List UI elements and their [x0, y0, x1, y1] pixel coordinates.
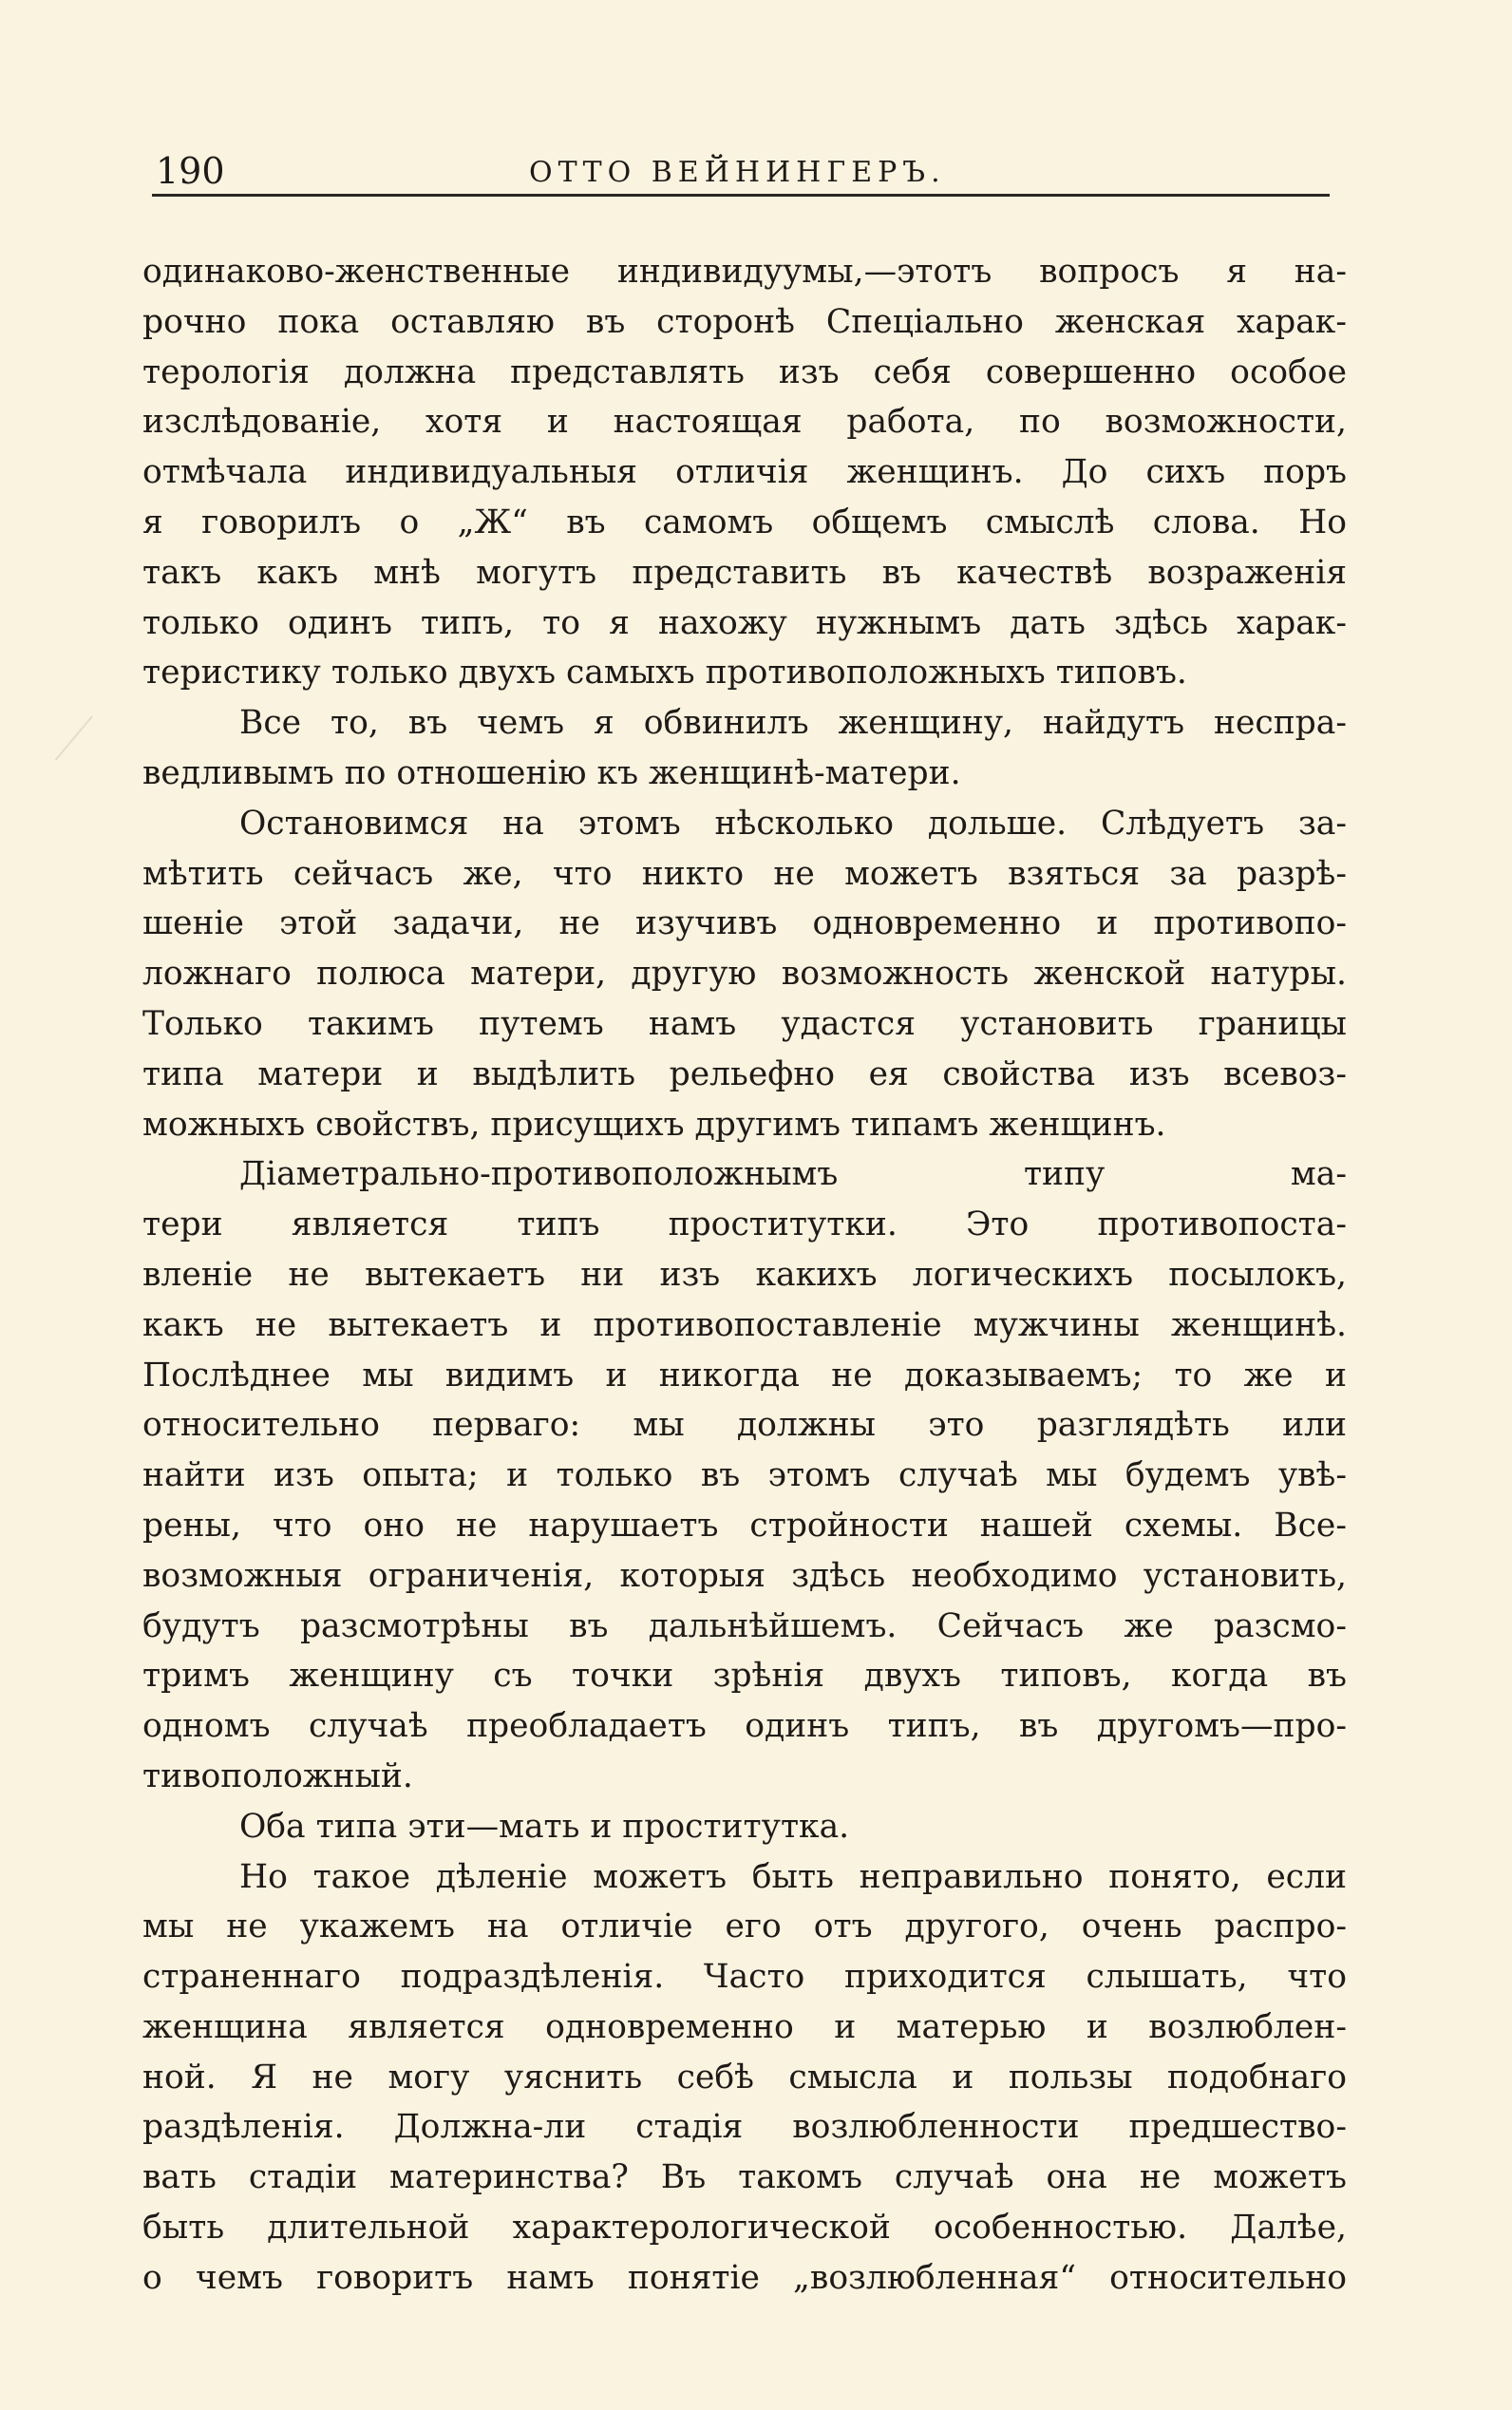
- text-line: одномъ случаѣ преобладаетъ одинъ типъ, въ другомъ—про-: [142, 1707, 1347, 1746]
- text-line: быть длительной характерологической особенностью. Далѣе,: [142, 2209, 1347, 2248]
- body-text: [142, 247, 1347, 2304]
- text-line: рочно пока оставляю въ сторонѣ Спеціально женская харак-: [142, 302, 1347, 341]
- text-line: Оба типа эти—мать и проститутка.: [239, 1807, 850, 1846]
- text-line: Діаметрально-противоположнымъ типу ма-: [239, 1155, 1347, 1194]
- text-line: возможныя ограниченія, которыя здѣсь необходимо установить,: [142, 1556, 1347, 1595]
- text-line: такъ какъ мнѣ могутъ представить въ качествѣ возраженія: [142, 553, 1347, 592]
- text-line: ложнаго полюса матери, другую возможность женской натуры.: [142, 955, 1347, 994]
- text-line: тивоположный.: [142, 1756, 413, 1795]
- text-line: какъ не вытекаетъ и противопоставленіе мужчины женщинѣ.: [142, 1305, 1347, 1344]
- text-line: отмѣчала индивидуальныя отличія женщинъ. До сихъ поръ: [142, 453, 1347, 492]
- text-line: Только такимъ путемъ намъ удастся установить границы: [142, 1004, 1347, 1043]
- text-line: вленіе не вытекаетъ ни изъ какихъ логическихъ посылокъ,: [142, 1255, 1347, 1294]
- text-line: женщина является одновременно и матерью и возлюблен-: [142, 2007, 1347, 2046]
- text-line: будутъ разсмотрѣны въ дальнѣйшемъ. Сейчасъ же разсмо-: [142, 1606, 1347, 1645]
- text-line: относительно перваго: мы должны это разглядѣть или: [142, 1406, 1347, 1445]
- text-line: Остановимся на этомъ нѣсколько дольше. Слѣдуетъ за-: [239, 804, 1347, 843]
- text-line: вать стадіи материнства? Въ такомъ случаѣ она не можетъ: [142, 2158, 1347, 2197]
- text-line: Все то, въ чемъ я обвинилъ женщину, найдутъ неспра-: [239, 704, 1347, 743]
- header-rule: [152, 194, 1330, 197]
- text-line: теристику только двухъ самыхъ противоположныхъ типовъ.: [142, 654, 1187, 693]
- text-line: найти изъ опыта; и только въ этомъ случаѣ мы будемъ увѣ-: [142, 1456, 1347, 1495]
- text-line: можныхъ свойствъ, присущихъ другимъ типамъ женщинъ.: [142, 1105, 1166, 1144]
- text-line: Но такое дѣленіе можетъ быть неправильно понято, если: [239, 1857, 1347, 1896]
- text-line: терологія должна представлять изъ себя совершенно особое: [142, 352, 1347, 391]
- text-line: одинаково-женственные индивидуумы,—этотъ вопросъ я на-: [142, 253, 1347, 291]
- page-header: [152, 142, 1330, 192]
- text-line: типа матери и выдѣлить рельефно ея свойства изъ всевоз-: [142, 1054, 1347, 1093]
- text-line: ной. Я не могу уяснить себѣ смысла и пользы подобнаго: [142, 2058, 1347, 2097]
- text-line: рены, что оно не нарушаетъ стройности нашей схемы. Все-: [142, 1506, 1347, 1545]
- text-line: мы не укажемъ на отличіе его отъ другого, очень распро-: [142, 1907, 1347, 1946]
- page-stain: [55, 716, 123, 786]
- text-line: изслѣдованіе, хотя и настоящая работа, по возможности,: [142, 403, 1347, 442]
- text-line: тери является типъ проститутки. Это противопоста-: [142, 1205, 1347, 1244]
- text-line: страненнаго подраздѣленія. Часто приходится слышать, что: [142, 1958, 1347, 1997]
- text-line: я говорилъ о „Ж“ въ самомъ общемъ смыслѣ слова. Но: [142, 503, 1347, 541]
- text-line: ведливымъ по отношенію къ женщинѣ-матери.: [142, 753, 961, 792]
- text-line: только одинъ типъ, то я нахожу нужнымъ дать здѣсь харак-: [142, 603, 1347, 642]
- text-line: о чемъ говоритъ намъ понятіе „возлюбленная“ относительно: [142, 2258, 1347, 2297]
- page-number: 190: [156, 150, 225, 192]
- text-line: шеніе этой задачи, не изучивъ одновременно и противопо-: [142, 904, 1347, 943]
- text-line: тримъ женщину съ точки зрѣнія двухъ типовъ, когда въ: [142, 1657, 1347, 1696]
- text-line: Послѣднее мы видимъ и никогда не доказываемъ; то же и: [142, 1356, 1347, 1395]
- text-line: раздѣленія. Должна-ли стадія возлюбленности предшество-: [142, 2108, 1347, 2147]
- running-title: ОТТО ВЕЙНИНГЕРЪ.: [529, 156, 946, 189]
- text-line: мѣтить сейчасъ же, что никто не можетъ взяться за разрѣ-: [142, 854, 1347, 893]
